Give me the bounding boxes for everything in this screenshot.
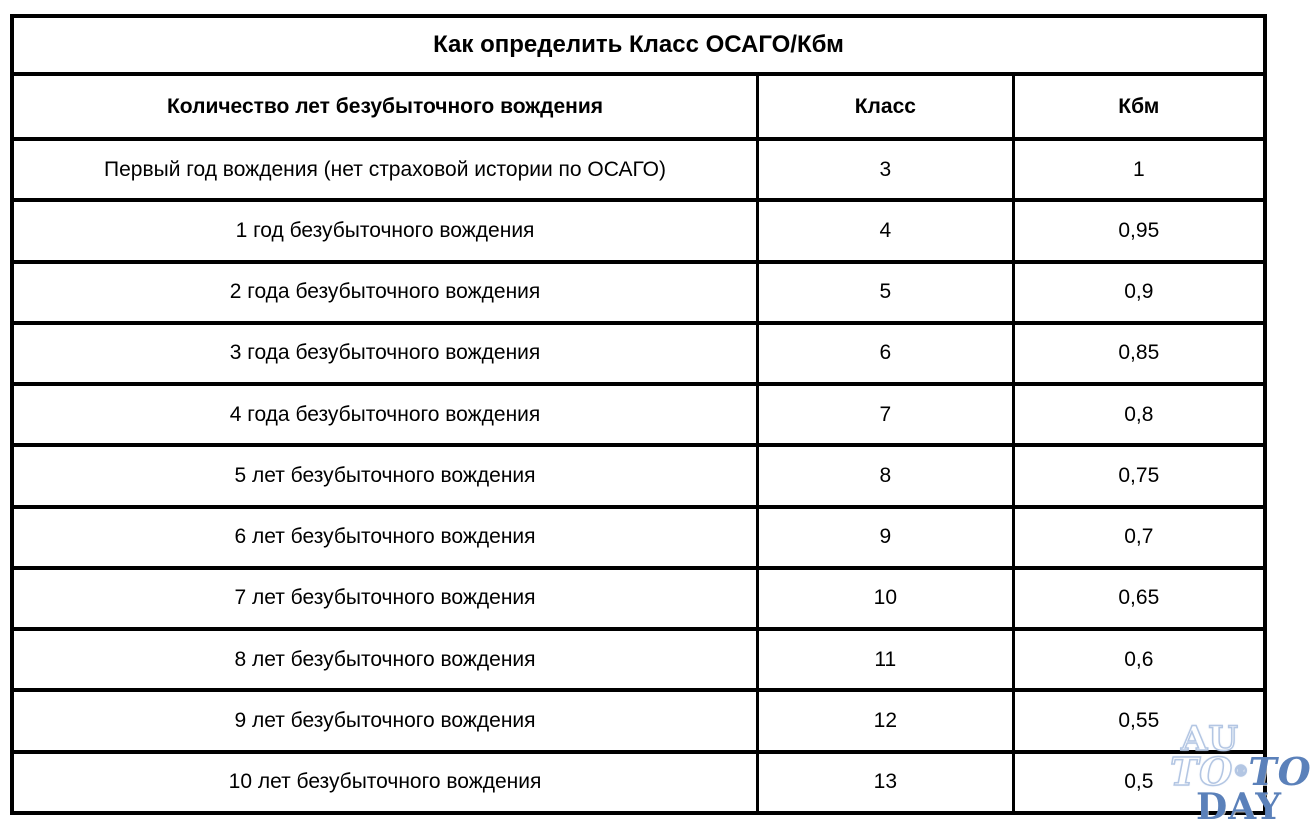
cell-class: 12	[758, 690, 1014, 751]
table-row	[12, 568, 1265, 629]
cell-years: 8 лет безубыточного вождения	[12, 629, 758, 690]
cell-class: 9	[758, 507, 1014, 568]
watermark-to-outline-text: TO	[1170, 749, 1234, 794]
cell-class: 4	[758, 200, 1014, 261]
cell-kbm: 0,65	[1013, 568, 1265, 629]
table-row	[12, 629, 1265, 690]
cell-years: 1 год безубыточного вождения	[12, 200, 758, 261]
cell-years: Первый год вождения (нет страховой истории по ОСАГО)	[12, 139, 758, 200]
col-header-kbm: Кбм	[1013, 74, 1265, 139]
table-body	[12, 139, 1265, 813]
col-header-class: Класс	[758, 74, 1014, 139]
table-row	[12, 323, 1265, 384]
table-header-row	[12, 74, 1265, 139]
watermark-to-solid-text: TO	[1248, 749, 1312, 794]
cell-class: 7	[758, 384, 1014, 445]
cell-class: 13	[758, 752, 1014, 813]
cell-class: 5	[758, 262, 1014, 323]
cell-kbm: 0,5	[1013, 752, 1265, 813]
cell-kbm: 0,6	[1013, 629, 1265, 690]
cell-class: 11	[758, 629, 1014, 690]
table-head	[12, 16, 1265, 139]
table-title: Как определить Класс ОСАГО/Кбм	[12, 16, 1265, 74]
cell-kbm: 0,7	[1013, 507, 1265, 568]
cell-kbm: 1	[1013, 139, 1265, 200]
cell-years: 2 года безубыточного вождения	[12, 262, 758, 323]
table-title-row	[12, 16, 1265, 74]
table-row	[12, 139, 1265, 200]
cell-kbm: 0,95	[1013, 200, 1265, 261]
cell-kbm: 0,55	[1013, 690, 1265, 751]
table-row	[12, 384, 1265, 445]
cell-years: 5 лет безубыточного вождения	[12, 445, 758, 506]
cell-kbm: 0,75	[1013, 445, 1265, 506]
table-row	[12, 507, 1265, 568]
watermark-day-text: DAY	[1196, 786, 1283, 828]
cell-years: 7 лет безубыточного вождения	[12, 568, 758, 629]
table-row	[12, 752, 1265, 813]
cell-class: 6	[758, 323, 1014, 384]
cell-kbm: 0,85	[1013, 323, 1265, 384]
cell-years: 3 года безубыточного вождения	[12, 323, 758, 384]
osago-kbm-table	[10, 14, 1267, 815]
cell-years: 6 лет безубыточного вождения	[12, 507, 758, 568]
cell-kbm: 0,9	[1013, 262, 1265, 323]
col-header-years: Количество лет безубыточного вождения	[12, 74, 758, 139]
table-row	[12, 262, 1265, 323]
cell-years: 4 года безубыточного вождения	[12, 384, 758, 445]
cell-class: 10	[758, 568, 1014, 629]
table-row	[12, 690, 1265, 751]
watermark-au-text: AU	[1181, 719, 1240, 759]
cell-years: 10 лет безубыточного вождения	[12, 752, 758, 813]
registered-trademark-icon: ®	[1233, 762, 1249, 780]
cell-class: 3	[758, 139, 1014, 200]
cell-class: 8	[758, 445, 1014, 506]
cell-years: 9 лет безубыточного вождения	[12, 690, 758, 751]
table-row	[12, 445, 1265, 506]
table-row	[12, 200, 1265, 261]
cell-kbm: 0,8	[1013, 384, 1265, 445]
